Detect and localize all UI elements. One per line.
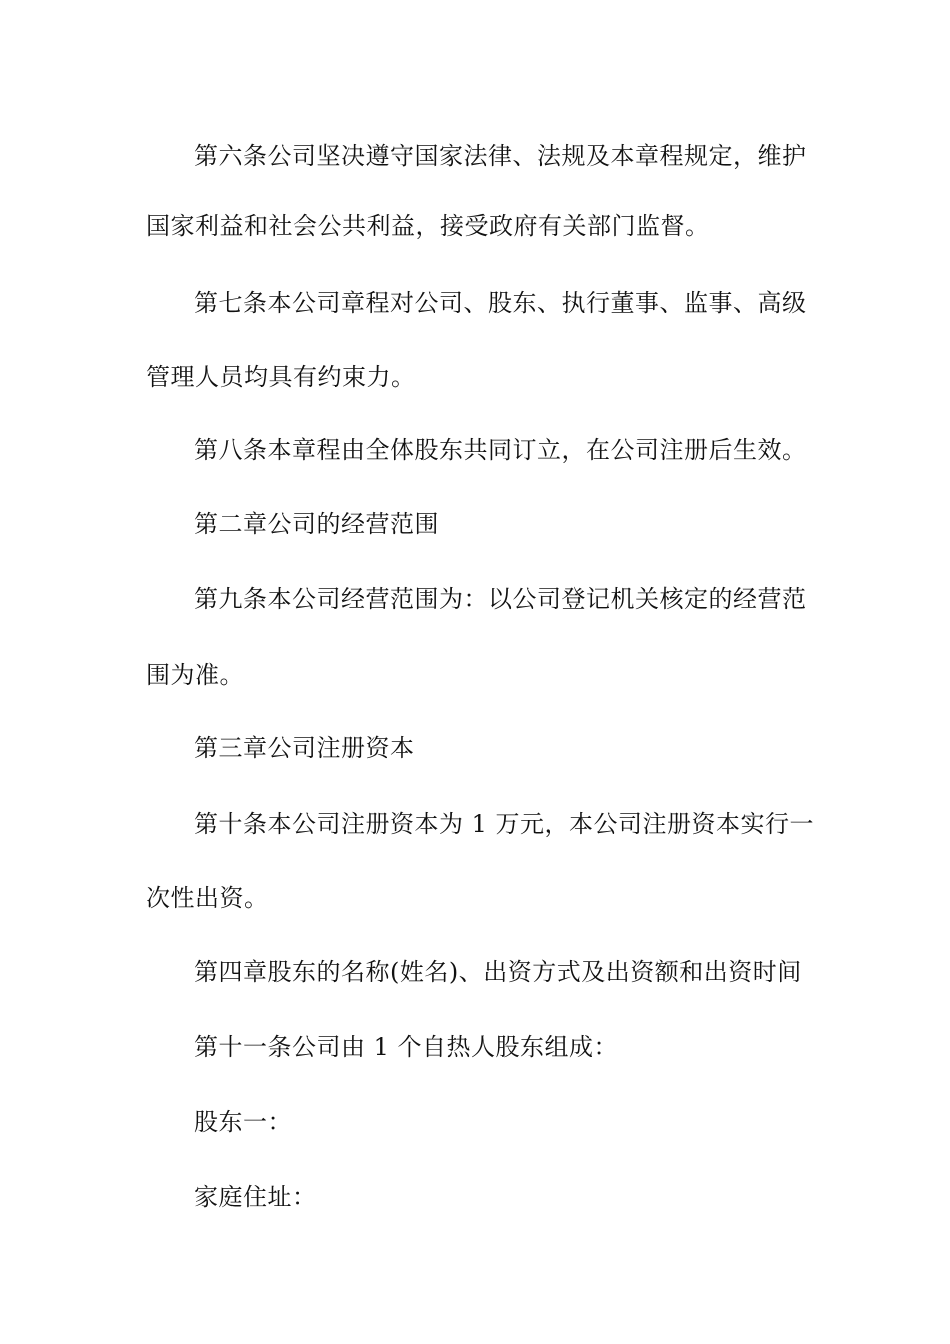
article-11: 第十一条公司由 1 个自热人股东组成： bbox=[194, 1033, 619, 1061]
article-10-line-1: 第十条本公司注册资本为 1 万元，本公司注册资本实行一 bbox=[194, 810, 815, 838]
shareholder-one-label: 股东一： bbox=[194, 1108, 292, 1136]
article-9-line-2: 围为准。 bbox=[146, 661, 244, 689]
article-8: 第八条本章程由全体股东共同订立，在公司注册后生效。 bbox=[194, 436, 807, 464]
article-7-line-1: 第七条本公司章程对公司、股东、执行董事、监事、高级 bbox=[194, 289, 807, 317]
article-7-line-2: 管理人员均具有约束力。 bbox=[146, 363, 416, 391]
article-9-line-1: 第九条本公司经营范围为：以公司登记机关核定的经营范 bbox=[194, 585, 807, 613]
chapter-4-heading: 第四章股东的名称(姓名)、出资方式及出资额和出资时间 bbox=[194, 958, 802, 986]
article-6-line-1: 第六条公司坚决遵守国家法律、法规及本章程规定，维护 bbox=[194, 142, 807, 170]
chapter-2-heading: 第二章公司的经营范围 bbox=[194, 510, 439, 538]
article-6-line-2: 国家利益和社会公共利益，接受政府有关部门监督。 bbox=[146, 212, 710, 240]
chapter-3-heading: 第三章公司注册资本 bbox=[194, 734, 415, 762]
article-10-line-2: 次性出资。 bbox=[146, 884, 269, 912]
home-address-label: 家庭住址： bbox=[194, 1183, 317, 1211]
